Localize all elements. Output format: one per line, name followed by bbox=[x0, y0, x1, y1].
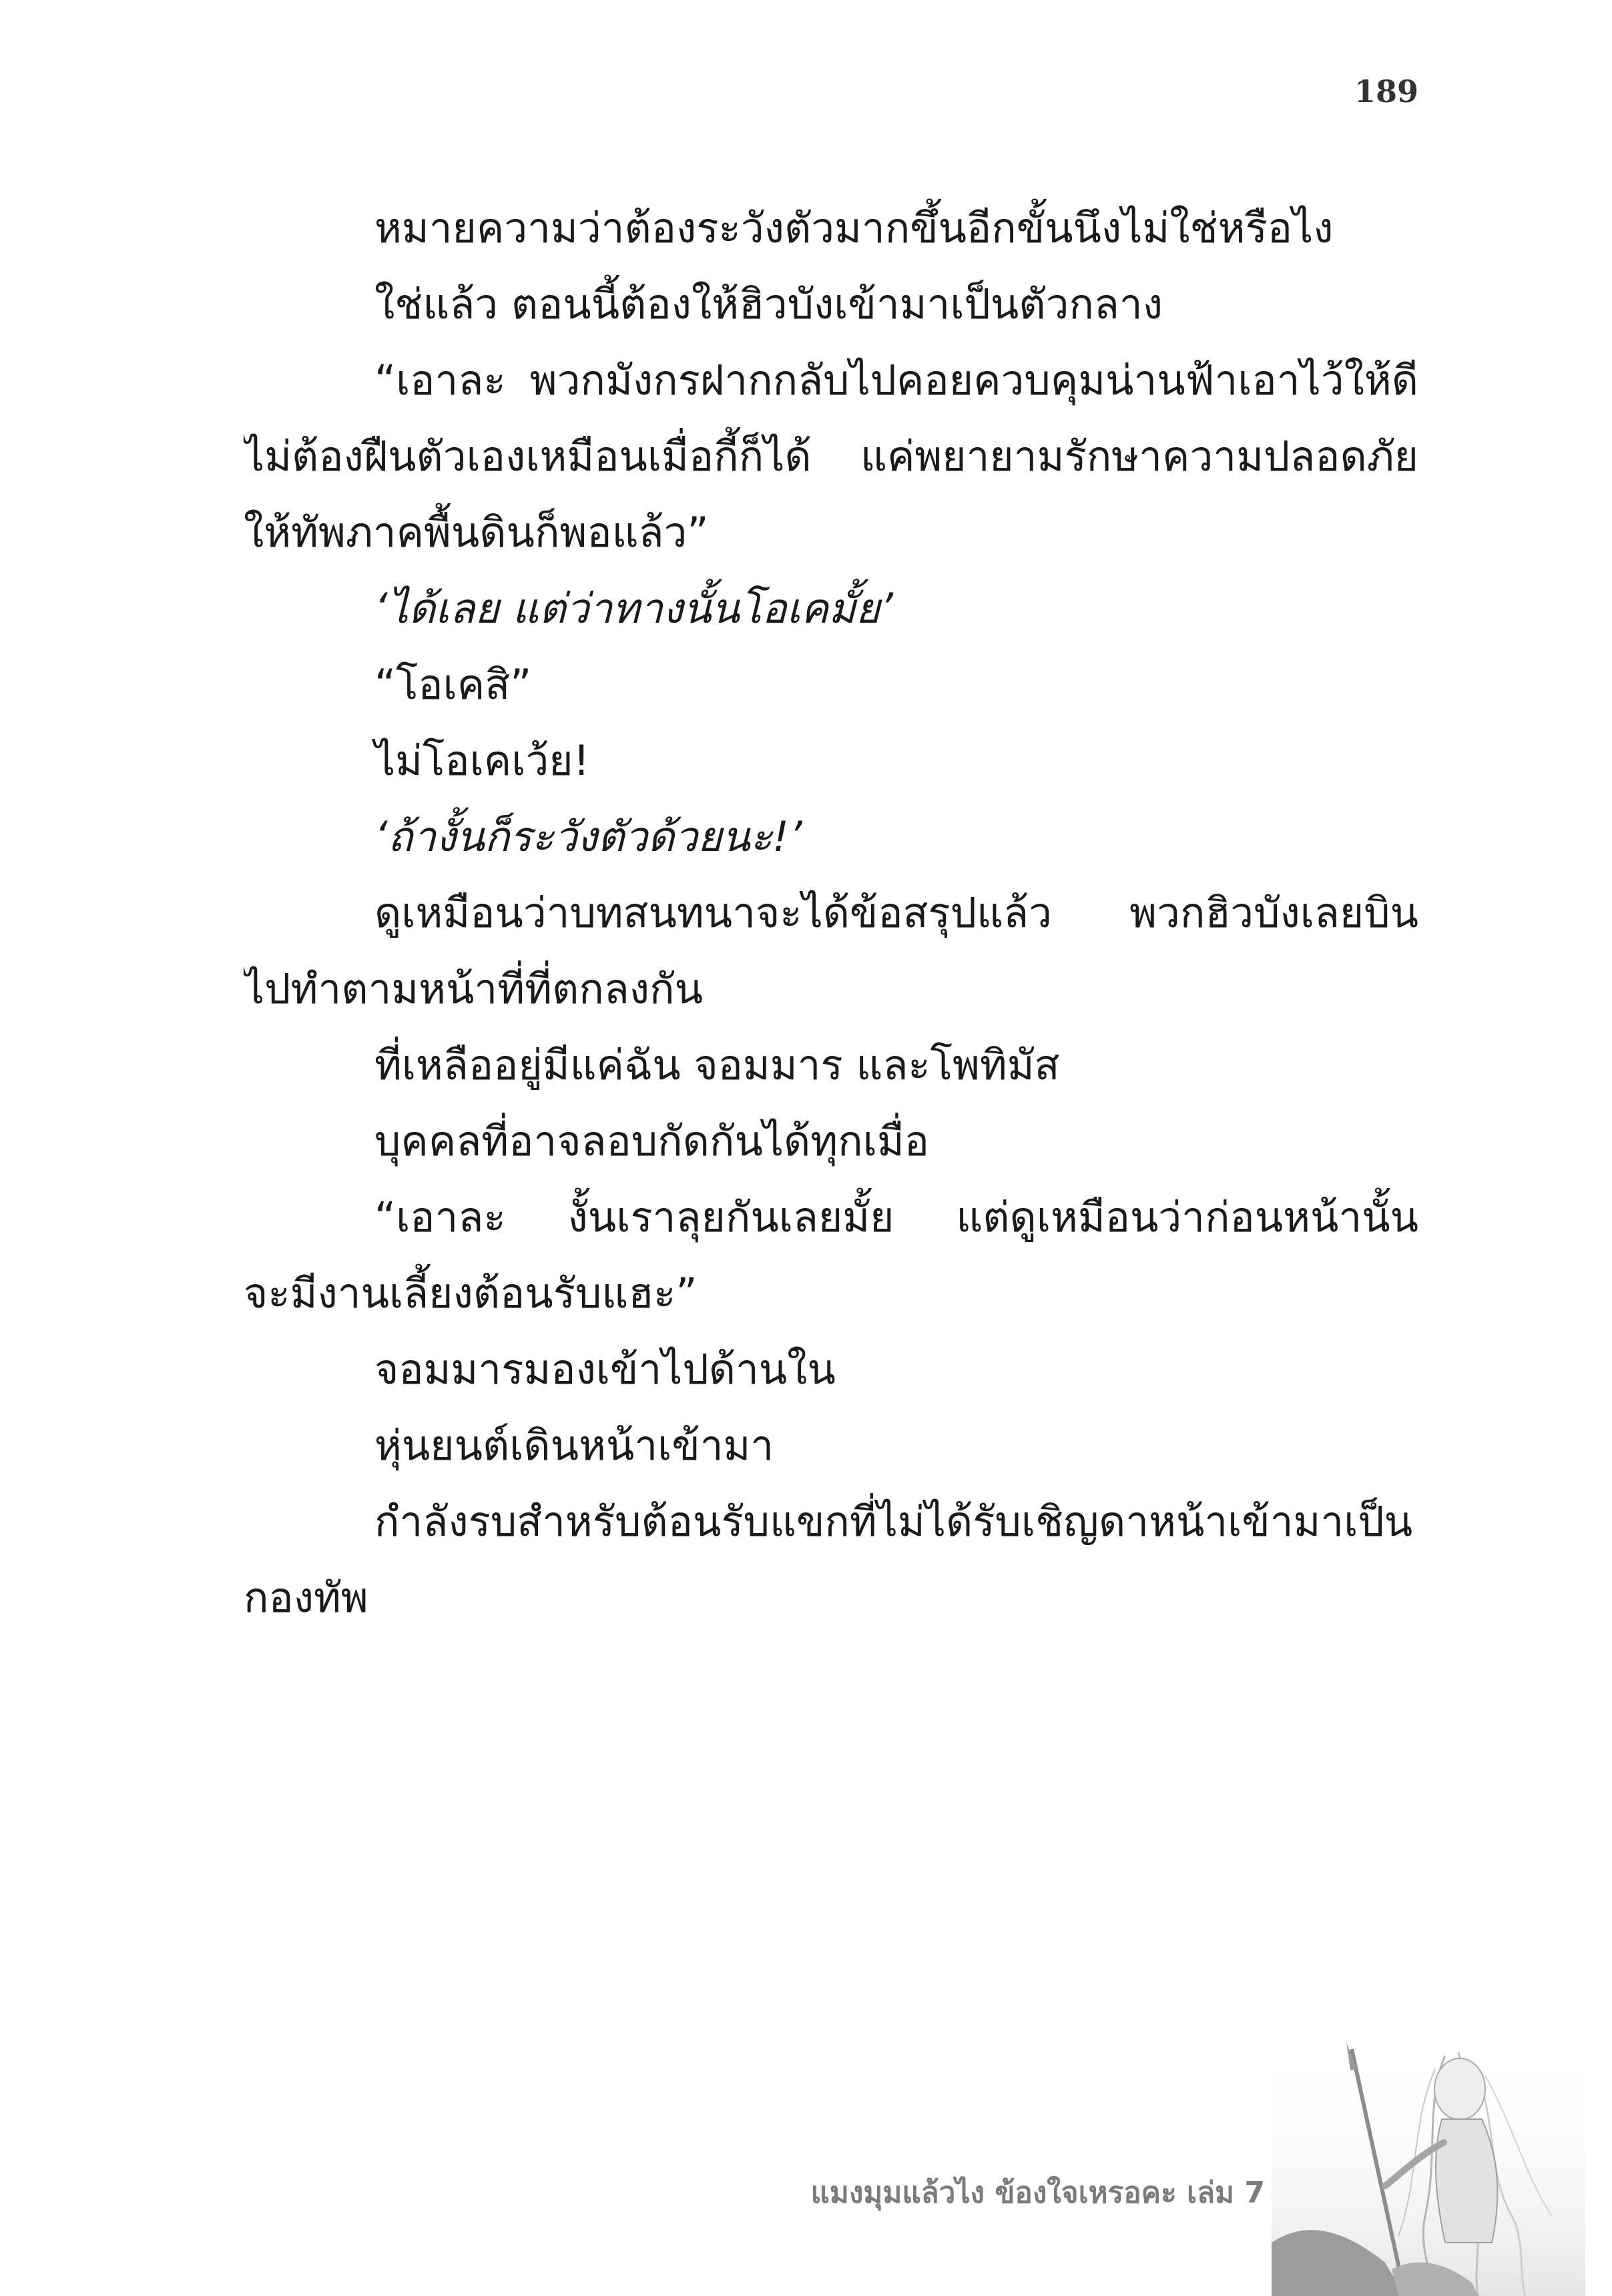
text-line: จอมมารมองเข้าไปด้านใน bbox=[374, 1345, 836, 1394]
text-line: “เอาละ งั้นเราลุยกันเลยมั้ย แต่ดูเหมือนว่าก่อนหน้านั้น bbox=[374, 1193, 1418, 1241]
book-title: แมงมุมแล้วไง ข้องใจเหรอคะ เล่ม 7 bbox=[810, 2176, 1265, 2210]
text-line: ‘ถ้างั้นก็ระวังตัวด้วยนะ!’ bbox=[374, 812, 802, 861]
text-line: ให้ทัพภาคพื้นดินก็พอแล้ว” bbox=[244, 508, 709, 557]
page-number: 189 bbox=[1354, 73, 1418, 109]
text-line: หมายความว่าต้องระวังตัวมากขึ้นอีกขั้นนึงไม่ใช่หรือไง bbox=[374, 204, 1334, 252]
page-footer bbox=[0, 2042, 1612, 2296]
text-line: บุคคลที่อาจลอบกัดกันได้ทุกเมื่อ bbox=[374, 1117, 930, 1165]
text-line: ที่เหลืออยู่มีแค่ฉัน จอมมาร และโพทิมัส bbox=[374, 1041, 1060, 1089]
text-line: “เอาละ พวกมังกรฝากกลับไปคอยควบคุมน่านฟ้าเอาไว้ให้ดี bbox=[374, 356, 1418, 404]
text-line: ดูเหมือนว่าบทสนทนาจะได้ข้อสรุปแล้ว พวกฮิวบังเลยบิน bbox=[374, 888, 1418, 937]
text-line: จะมีงานเลี้ยงต้อนรับแฮะ” bbox=[244, 1269, 698, 1318]
body-text bbox=[244, 190, 1418, 1636]
text-line: ไม่โอเคเว้ย! bbox=[374, 736, 590, 785]
text-line: “โอเคสิ” bbox=[374, 660, 532, 709]
text-line: กำลังรบสำหรับต้อนรับแขกที่ไม่ได้รับเชิญดาหน้าเข้ามาเป็น bbox=[374, 1497, 1413, 1546]
text-line: ‘ได้เลย แต่ว่าทางนั้นโอเคมั้ย’ bbox=[374, 584, 894, 633]
character-illustration bbox=[1272, 2042, 1585, 2296]
text-line: หุ่นยนต์เดินหน้าเข้ามา bbox=[374, 1421, 774, 1470]
text-line: ไม่ต้องฝืนตัวเองเหมือนเมื่อกี้ก็ได้ แค่พยายามรักษาความปลอดภัย bbox=[244, 432, 1418, 481]
text-line: ใช่แล้ว ตอนนี้ต้องให้ฮิวบังเข้ามาเป็นตัวกลาง bbox=[374, 280, 1163, 328]
text-line: กองทัพ bbox=[244, 1573, 368, 1622]
text-line: ไปทำตามหน้าที่ที่ตกลงกัน bbox=[244, 964, 703, 1013]
